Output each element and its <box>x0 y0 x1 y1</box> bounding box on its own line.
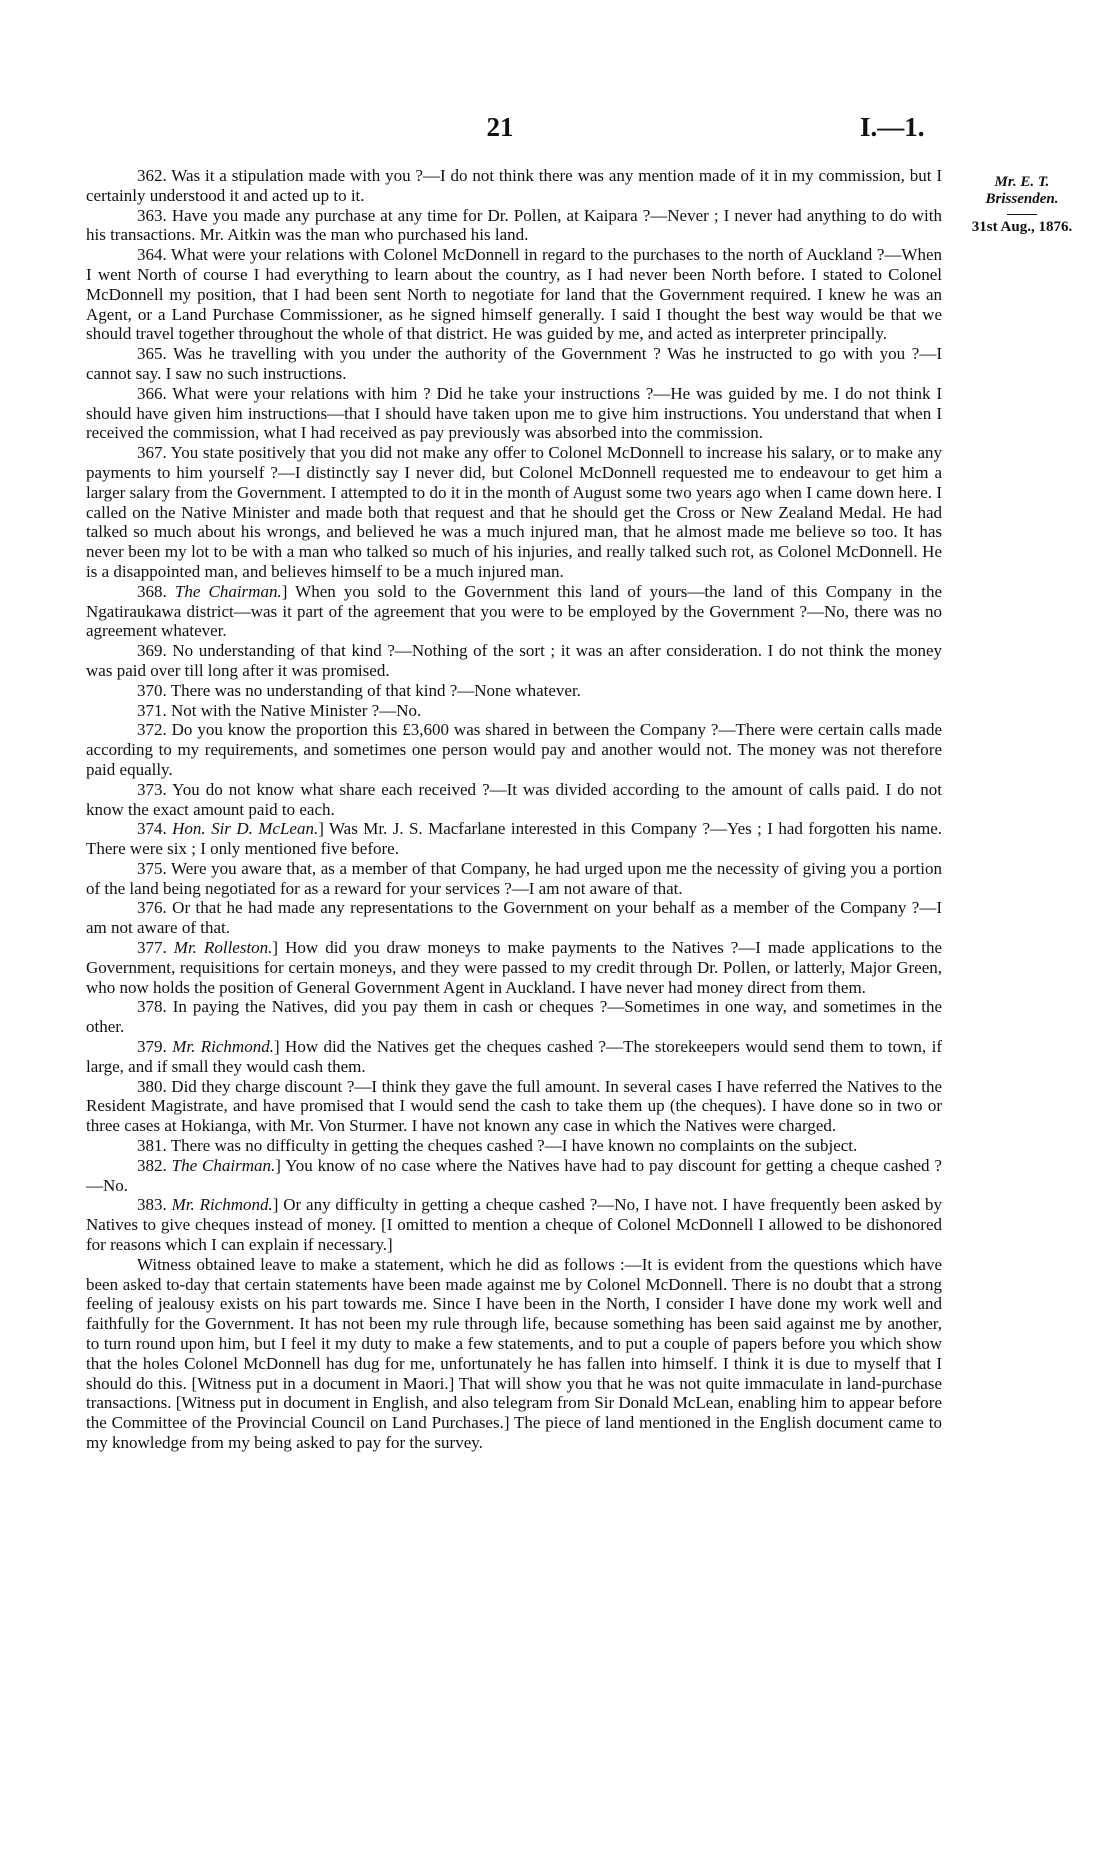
question-answer-text: ] How did the Natives get the cheques cashed ?—The storekeepers would send them to town, if large, and if small they would cash them. <box>86 1037 943 1076</box>
question-number: 383. <box>137 1195 172 1215</box>
paragraph-375: 375. Were you aware that, as a member of that Company, he had urged upon me the necessity of giving you a portion of the land being negotiated for as a reward for your services ?—I am not aware of that. <box>86 858 942 898</box>
paragraph-372: 372. Do you know the proportion this £3,600 was shared in between the Company ?—There were certain calls made according to my requirements, and sometimes one person would pay and another would not. The money was not therefore paid equally. <box>86 720 942 779</box>
paragraph-369: 369. No understanding of that kind ?—Nothing of the sort ; it was an after consideration. I do not think the money was paid over till long after it was promised. <box>86 641 942 680</box>
document-reference: I.—1. <box>860 112 925 142</box>
evidence-transcript <box>86 166 942 1453</box>
evidence-date: 31st Aug., 1876. <box>971 219 1073 235</box>
speaker-name: Mr. Rolleston. <box>173 938 273 958</box>
question-number: 382. <box>137 1155 172 1175</box>
paragraph-379 <box>86 1037 942 1077</box>
page-number: 21 <box>486 112 514 142</box>
question-number: 379. <box>137 1037 173 1057</box>
paragraph-378: 378. In paying the Natives, did you pay them in cash or cheques ?—Sometimes in one way, and sometimes in the other. <box>86 997 942 1037</box>
paragraph-364: 364. What were your relations with Colonel McDonnell in regard to the purchases to the north of Auckland ?—When I went North of course I had everything to learn about the country, as I had never been North before. I stated to Colonel McDonnell my position, that I had been sent North to negotiate for land that the Government required. I knew he was an Agent, or a Land Purchase Commissioner, as he signed himself generally. I said I thought the best way would be that we should travel together throughout the whole of that district. He was guided by me, and acted as interpreter principally. <box>86 245 942 344</box>
speaker-name: Mr. Richmond. <box>172 1037 274 1057</box>
paragraph-367: 367. You state positively that you did not make any offer to Colonel McDonnell to increase his salary, or to make any payments to him yourself ?—I distinctly say I never did, but Colonel McDonnell requested me to endeavour to get him a larger salary from the Government. I attempted to do it in the month of August some two years ago when I came down here. I called on the Native Minister and made both that request and that he should get the Cross or New Zealand Medal. He had talked so much about his wrongs, and believed he was a much injured man, that he almost made me believe so too. It has never been my lot to be with a man who talked so much of his injuries, and really talked such rot, as Colonel McDonnell. He is a disappointed man, and believes himself to be a much injured man. <box>86 443 942 581</box>
paragraph-380: 380. Did they charge discount ?—I think they gave the full amount. In several cases I have referred the Natives to the Resident Magistrate, and have promised that I would send the cash to take them up (the cheques). I have done so in two or three cases at Hokianga, with Mr. Von Sturmer. I have not known any case in which the Natives were charged. <box>86 1076 942 1136</box>
question-number: 374. <box>137 819 173 839</box>
paragraph-376: 376. Or that he had made any representations to the Government on your behalf as a member of the Company ?—I am not aware of that. <box>86 898 942 938</box>
paragraph-381: 381. There was no difficulty in getting the cheques cashed ?—I have known no complaints on the subject. <box>137 1136 858 1156</box>
paragraph-377 <box>86 938 942 997</box>
paragraph-370: 370. There was no understanding of that kind ?—None whatever. <box>137 680 581 700</box>
paragraph-371: 371. Not with the Native Minister ?—No. <box>137 700 422 720</box>
question-number: 377. <box>137 938 174 958</box>
paragraph-383 <box>86 1195 942 1254</box>
question-answer-text: ] When you sold to the Government this land of yours—the land of this Company in the Ngatiraukawa district—was it part of the agreement that you were to be employed by the Government ?—No, there was no agreement whatever. <box>86 581 942 641</box>
margin-note <box>962 174 1082 236</box>
witness-statement: Witness obtained leave to make a statement, which he did as follows :—It is evident from the questions which have been asked to-day that certain statements have been made against me by Colonel McDonnell. There is no doubt that a strong feeling of jealousy exists on his part towards me. Since I have been in the North, I consider I have done my work well and faithfully for the Government. It has not been my rule through life, because something has been said against me by another, to turn round upon him, but I feel it my duty to make a few statements, and to put a couple of papers before you which show that the holes Colonel McDonnell has dug for me, unfortunately he has fallen into himself. I think it is due to myself that I should do this. [Witness put in a document in Maori.] That will show you that he was not quite immaculate in land-purchase transactions. [Witness put in document in English, and also telegram from Sir Donald McLean, enabling him to appear before the Committee of the Provincial Council on Land Purchases.] The piece of land mentioned in the English document came to my knowledge from my being asked to pay for the survey. <box>86 1254 942 1452</box>
paragraph-368 <box>86 582 942 641</box>
paragraph-366: 366. What were your relations with him ? Did he take your instructions ?—He was guided by me. I do not think I should have given him instructions—that I should have taken upon me to give him instructions. You understand that when I received the commission, what I had received as pay previously was absorbed into the commission. <box>86 383 942 443</box>
paragraph-365: 365. Was he travelling with you under the authority of the Government ? Was he instructed to go with you ?—I cannot say. I saw no such instructions. <box>86 344 942 383</box>
question-answer-text: ] How did you draw moneys to make payments to the Natives ?—I made applications to the Government, requisitions for certain moneys, and they were passed to my credit through Dr. Pollen, or latterly, Major Green, who now holds the position of General Government Agent in Auckland. I have never had money direct from them. <box>86 938 942 997</box>
paragraph-362: 362. Was it a stipulation made with you ?—I do not think there was any mention made of it in my commission, but I certainly understood it and acted up to it. <box>86 166 942 205</box>
paragraph-363: 363. Have you made any purchase at any time for Dr. Pollen, at Kaipara ?—Never ; I never had anything to do with his transactions. Mr. Aitkin was the man who purchased his land. <box>86 205 942 245</box>
question-answer-text: ] You know of no case where the Natives have had to pay discount for getting a cheque cashed ?—No. <box>86 1155 942 1195</box>
speaker-name: Hon. Sir D. McLean. <box>172 819 319 839</box>
question-number: 368. <box>137 581 175 601</box>
paragraph-373: 373. You do not know what share each received ?—It was divided according to the amount of calls paid. I do not know the exact amount paid to each. <box>86 779 942 819</box>
paragraph-382 <box>86 1156 942 1196</box>
witness-name: Mr. E. T. Brissenden. <box>985 174 1059 207</box>
question-answer-text: ] Or any difficulty in getting a cheque cashed ?—No, I have not. I have frequently been asked by Natives to give cheques instead of money. [I omitted to mention a cheque of Colonel McDonnell I allowed to be dishonored for reasons which I can explain if necessary.] <box>86 1195 943 1255</box>
speaker-name: The Chairman. <box>174 581 282 601</box>
paragraph-374 <box>86 819 942 859</box>
question-answer-text: ] Was Mr. J. S. Macfarlane interested in this Company ?—Yes ; I had forgotten his name. There were six ; I only mentioned five before. <box>86 819 942 859</box>
speaker-name: The Chairman. <box>171 1155 276 1175</box>
speaker-name: Mr. Richmond. <box>171 1195 273 1215</box>
margin-rule <box>1007 214 1037 215</box>
